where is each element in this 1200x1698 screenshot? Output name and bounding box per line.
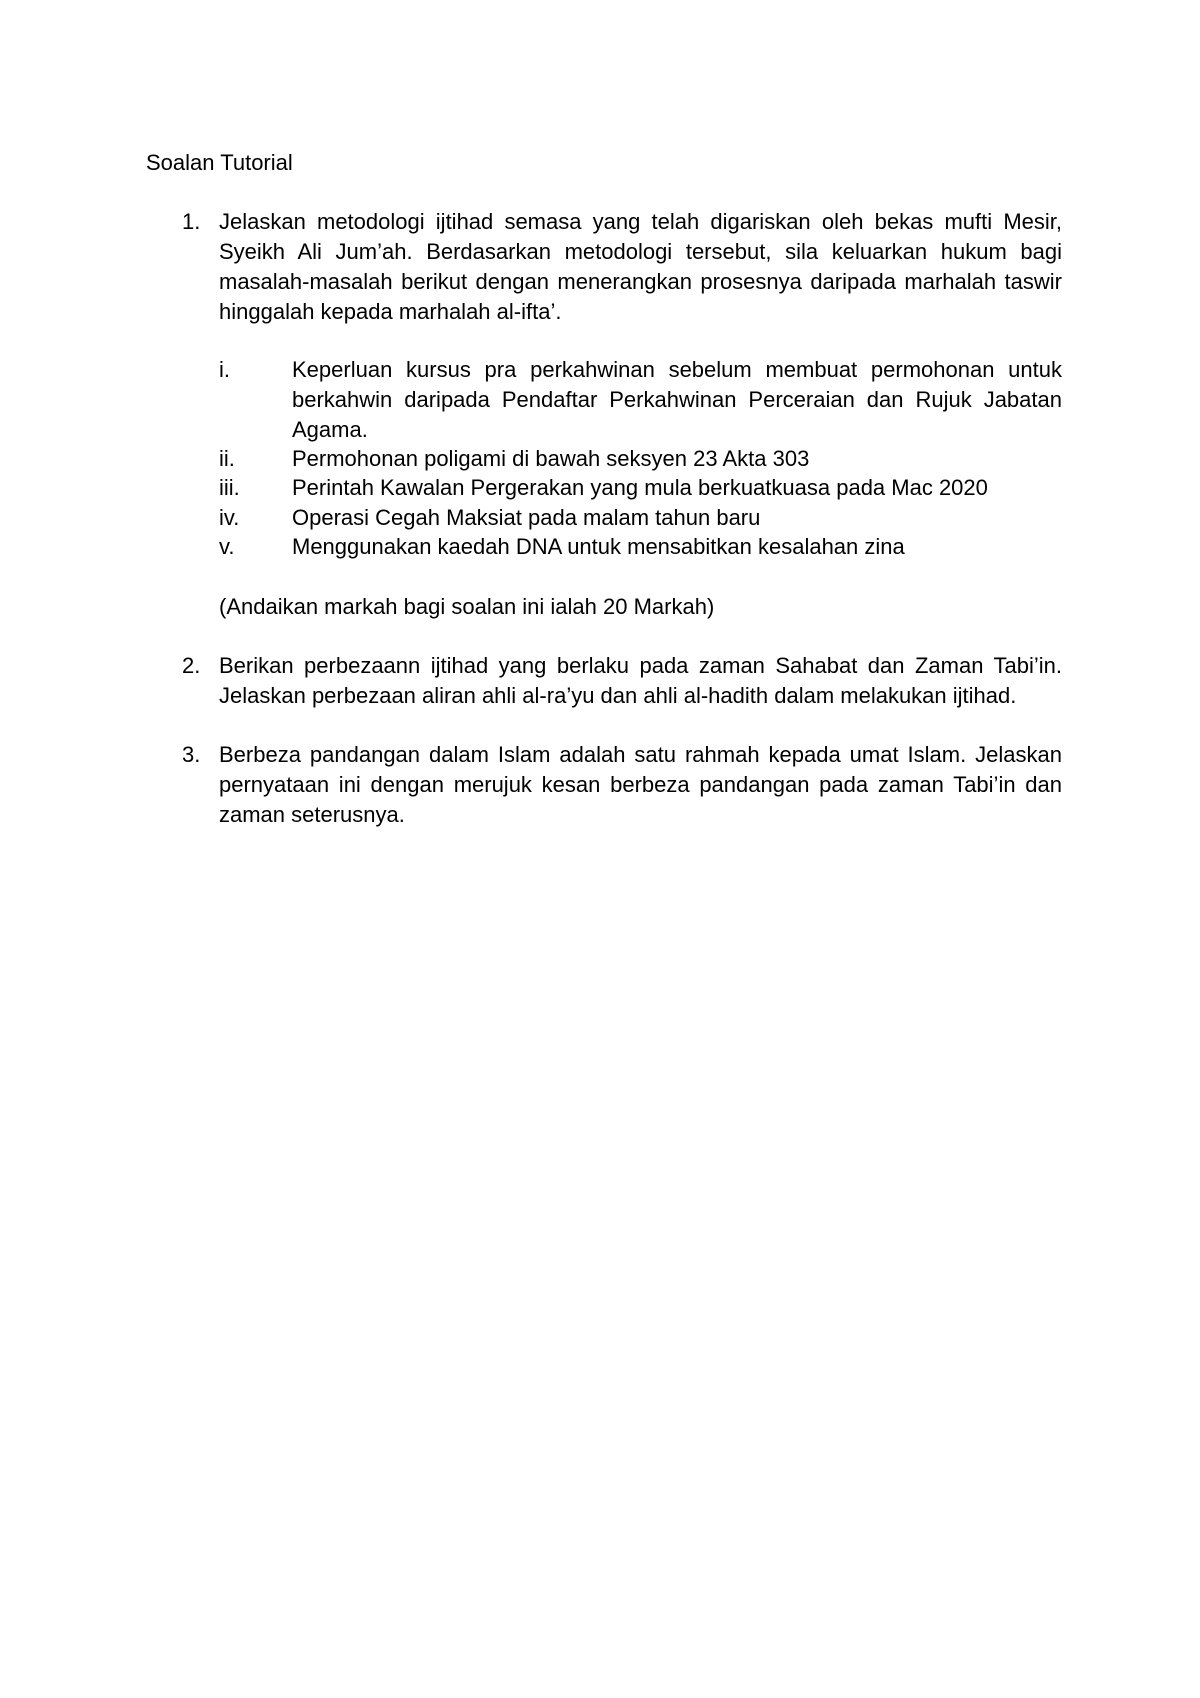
subitem-i-text: Keperluan kursus pra perkahwinan sebelum membuat permohonan untuk berkahwin daripada Pendaftar Perkahwinan Perceraian dan Rujuk Jabatan Agama. [292, 357, 1062, 442]
subitem-iii-number: iii. [219, 475, 240, 500]
subitem-ii-text: Permohonan poligami di bawah seksyen 23 Akta 303 [292, 446, 810, 471]
question-2-number: 2. [182, 653, 201, 678]
subitem-v-number: v. [219, 534, 235, 559]
marks-note: (Andaikan markah bagi soalan ini ialah 20 Markah) [219, 594, 715, 619]
question-2-text: Berikan perbezaann ijtihad yang berlaku pada zaman Sahabat dan Zaman Tabi’in. Jelaskan perbezaan aliran ahli al-ra’yu dan ahli al-hadith dalam melakukan ijtihad. [219, 653, 1062, 708]
subitem-iii-text: Perintah Kawalan Pergerakan yang mula berkuatkuasa pada Mac 2020 [292, 475, 988, 500]
page-title: Soalan Tutorial [146, 150, 293, 175]
question-3-number: 3. [182, 742, 201, 767]
question-1-text: Jelaskan metodologi ijtihad semasa yang telah digariskan oleh bekas mufti Mesir, Syeikh Ali Jum’ah. Berdasarkan metodologi tersebut, sila keluarkan hukum bagi masalah-masalah berikut dengan menerangkan prosesnya daripada marhalah taswir hinggalah kepada marhalah al-ifta’. [219, 209, 1062, 324]
subitem-iv-number: iv. [219, 505, 240, 530]
subitem-i-number: i. [219, 357, 230, 382]
subitem-iv-text: Operasi Cegah Maksiat pada malam tahun baru [292, 505, 761, 530]
subitem-v-text: Menggunakan kaedah DNA untuk mensabitkan kesalahan zina [292, 534, 905, 559]
question-1-number: 1. [182, 209, 201, 234]
question-3-text: Berbeza pandangan dalam Islam adalah satu rahmah kepada umat Islam. Jelaskan pernyataan ini dengan merujuk kesan berbeza pandangan pada zaman Tabi’in dan zaman seterusnya. [219, 742, 1062, 827]
subitem-ii-number: ii. [219, 446, 235, 471]
